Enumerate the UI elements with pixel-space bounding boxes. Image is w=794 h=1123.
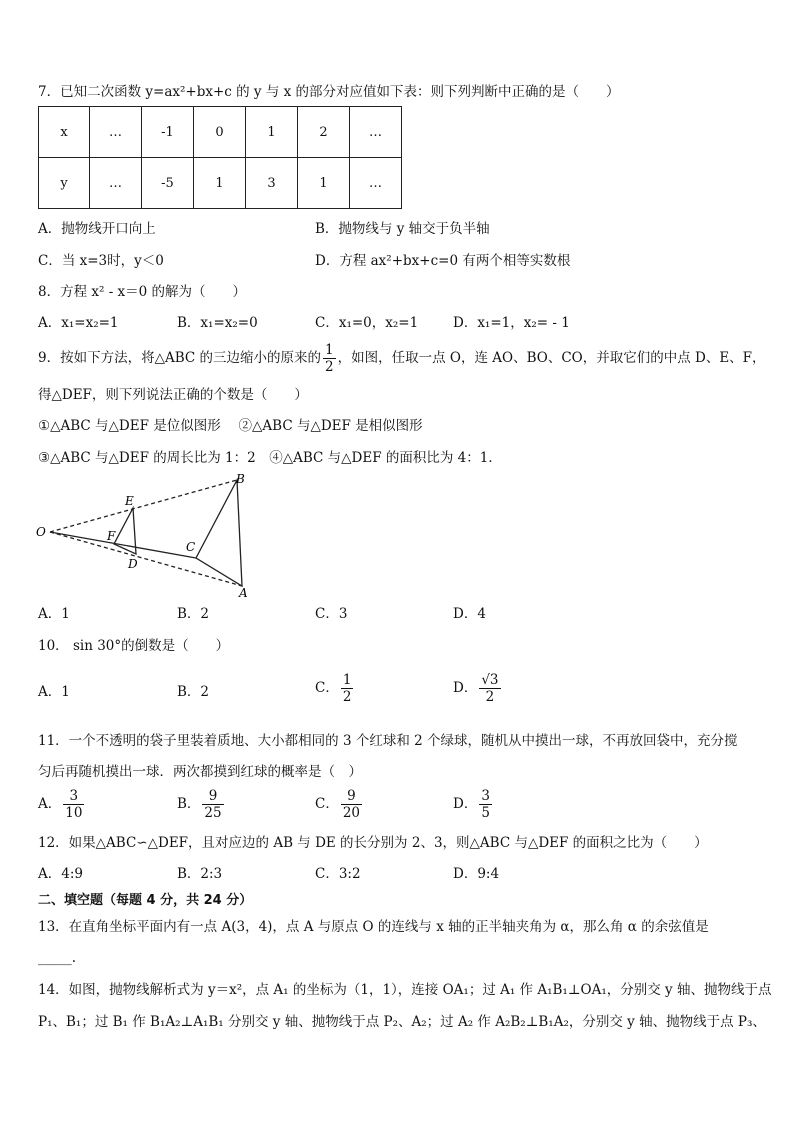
q13-stem: 13．在直角坐标平面内有一点 A(3，4)，点 A 与原点 O 的连线与 x 轴的正半轴夹角为 α，那么角 α 的余弦值是 xyxy=(38,919,709,935)
section-heading-fill-in: 二、填空题（每题 4 分，共 24 分） xyxy=(38,893,253,908)
q10-option-d[interactable] xyxy=(453,672,503,705)
q9-statement-1: ①△ABC 与△DEF 是位似图形 ②△ABC 与△DEF 是相似图形 xyxy=(38,418,423,434)
q11-option-a-fraction xyxy=(63,788,84,821)
q11-option-b[interactable] xyxy=(177,788,226,821)
q7-option-a[interactable]: A．抛物线开口向上 xyxy=(38,221,156,237)
q7-option-d[interactable]: D．方程 ax²+bx+c=0 有两个相等实数根 xyxy=(315,253,571,269)
q8-option-b[interactable]: B．x₁=x₂=0 xyxy=(177,315,258,331)
q11-option-a[interactable] xyxy=(38,788,86,821)
q11-option-c[interactable] xyxy=(315,788,364,821)
q7-y-row xyxy=(39,158,402,209)
frac-den: 2 xyxy=(485,689,495,705)
q11-option-d-fraction xyxy=(479,788,492,821)
table-cell: … xyxy=(90,158,142,209)
q10-option-d-fraction xyxy=(479,672,500,705)
table-cell: x xyxy=(39,107,90,158)
q9-option-c[interactable]: C．3 xyxy=(315,606,348,622)
q9-option-d[interactable]: D．4 xyxy=(453,606,486,622)
q11-option-b-label: B． xyxy=(177,796,201,812)
q10-option-d-label: D． xyxy=(453,680,478,696)
table-cell: 1 xyxy=(298,158,350,209)
table-cell: y xyxy=(39,158,90,209)
q9-stem-line2: 得△DEF，则下列说法正确的个数是（ ） xyxy=(38,387,308,403)
table-cell: 1 xyxy=(194,158,246,209)
q8-stem: 8．方程 x² - x＝0 的解为（ ） xyxy=(38,284,247,300)
q7-option-b[interactable]: B．抛物线与 y 轴交于负半轴 xyxy=(315,221,490,237)
table-cell: … xyxy=(350,158,402,209)
q7-x-row xyxy=(39,107,402,158)
table-cell: 0 xyxy=(194,107,246,158)
table-cell: … xyxy=(90,107,142,158)
q11-option-d[interactable] xyxy=(453,788,494,821)
q10-option-c-fraction xyxy=(341,672,354,705)
q12-option-c[interactable]: C．3:2 xyxy=(315,866,361,882)
line-ob xyxy=(50,480,237,532)
label-f: F xyxy=(107,529,116,543)
label-b: B xyxy=(236,472,245,486)
table-cell: … xyxy=(350,107,402,158)
frac-den: 25 xyxy=(204,805,222,821)
q7-stem: 7．已知二次函数 y=ax²+bx+c 的 y 与 x 的部分对应值如下表：则下列判断中正确的是（ ） xyxy=(38,84,620,100)
frac-den: 2 xyxy=(342,689,352,705)
frac-num: 1 xyxy=(342,672,352,688)
label-a: A xyxy=(239,586,248,600)
table-cell: 1 xyxy=(246,107,298,158)
table-cell: -1 xyxy=(142,107,194,158)
q12-option-a[interactable]: A．4:9 xyxy=(38,866,83,882)
q9-fraction xyxy=(323,342,336,375)
q9-frac-num: 1 xyxy=(325,342,334,358)
q10-option-a[interactable]: A．1 xyxy=(38,684,70,700)
q10-option-c-label: C． xyxy=(315,680,339,696)
q12-option-b[interactable]: B．2:3 xyxy=(177,866,223,882)
q10-option-c[interactable] xyxy=(315,672,355,705)
q9-homothety-figure xyxy=(30,470,260,600)
q11-option-c-fraction xyxy=(341,788,362,821)
label-o: O xyxy=(36,525,46,539)
frac-den: 20 xyxy=(342,805,361,821)
q14-line1: 14．如图，抛物线解析式为 y＝x²，点 A₁ 的坐标为（1，1），连接 OA₁；过 A₁ 作 A₁B₁⊥OA₁，分别交 y 轴、抛物线于点 xyxy=(38,982,772,998)
frac-den: 10 xyxy=(65,805,83,821)
q11-option-c-label: C． xyxy=(315,796,339,812)
table-cell: 2 xyxy=(298,107,350,158)
q12-option-d[interactable]: D．9:4 xyxy=(453,866,500,882)
q11-stem-line2: 匀后再随机摸出一球．两次都摸到红球的概率是（ ） xyxy=(38,764,362,780)
q12-stem: 12．如果△ABC∽△DEF，且对应边的 AB 与 DE 的长分别为 2、3，则△ABC 与△DEF 的面积之比为（ ） xyxy=(38,835,708,851)
q9-stem-line1 xyxy=(38,342,766,375)
line-oc xyxy=(50,532,196,558)
q10-option-b[interactable]: B．2 xyxy=(177,684,210,700)
q9-option-a[interactable]: A．1 xyxy=(38,606,70,622)
table-cell: 3 xyxy=(246,158,298,209)
q13-answer-blank[interactable]: _____. xyxy=(38,950,77,966)
label-d: D xyxy=(128,557,138,571)
q7-value-table xyxy=(38,106,402,209)
q11-option-a-label: A． xyxy=(38,796,62,812)
label-c: C xyxy=(186,540,196,554)
q8-option-a[interactable]: A．x₁=x₂=1 xyxy=(38,315,119,331)
q8-option-c[interactable]: C．x₁=0，x₂=1 xyxy=(315,315,419,331)
frac-num: 9 xyxy=(202,788,223,805)
q11-stem-line1: 11．一个不透明的袋子里装着质地、大小都相同的 3 个红球和 2 个绿球，随机从中摸出一球，不再放回袋中，充分搅 xyxy=(38,733,738,749)
q11-option-d-label: D． xyxy=(453,796,478,812)
frac-num: √3 xyxy=(481,672,499,688)
q8-option-d[interactable]: D．x₁=1，x₂= - 1 xyxy=(453,315,570,331)
q9-frac-den: 2 xyxy=(325,359,334,375)
table-cell: -5 xyxy=(142,158,194,209)
frac-num: 3 xyxy=(481,788,490,804)
q11-option-b-fraction xyxy=(202,788,223,821)
q14-line2: P₁、B₁；过 B₁ 作 B₁A₂⊥A₁B₁ 分别交 y 轴、抛物线于点 P₂、A₂；过 A₂ 作 A₂B₂⊥B₁A₂，分别交 y 轴、抛物线于点 P₃、 xyxy=(38,1014,766,1030)
label-e: E xyxy=(125,494,134,508)
q9-option-b[interactable]: B．2 xyxy=(177,606,210,622)
q7-option-c[interactable]: C．当 x=3时，y＜0 xyxy=(38,253,164,269)
q10-stem: 10． sin 30°的倒数是（ ） xyxy=(38,638,230,654)
triangle-abc xyxy=(196,480,242,586)
line-oa xyxy=(50,532,242,586)
q9-stem-part1: 9．按如下方法，将△ABC 的三边缩小的原来的 xyxy=(38,350,322,366)
q9-statement-2: ③△ABC 与△DEF 的周长比为 1：2 ④△ABC 与△DEF 的面积比为 4：1． xyxy=(38,450,502,466)
frac-num: 3 xyxy=(63,788,84,805)
frac-den: 5 xyxy=(481,805,490,821)
q9-stem-part2: ，如图，任取一点 O，连 AO、BO、CO，并取它们的中点 D、E、F， xyxy=(337,350,766,366)
frac-num: 9 xyxy=(341,788,362,805)
